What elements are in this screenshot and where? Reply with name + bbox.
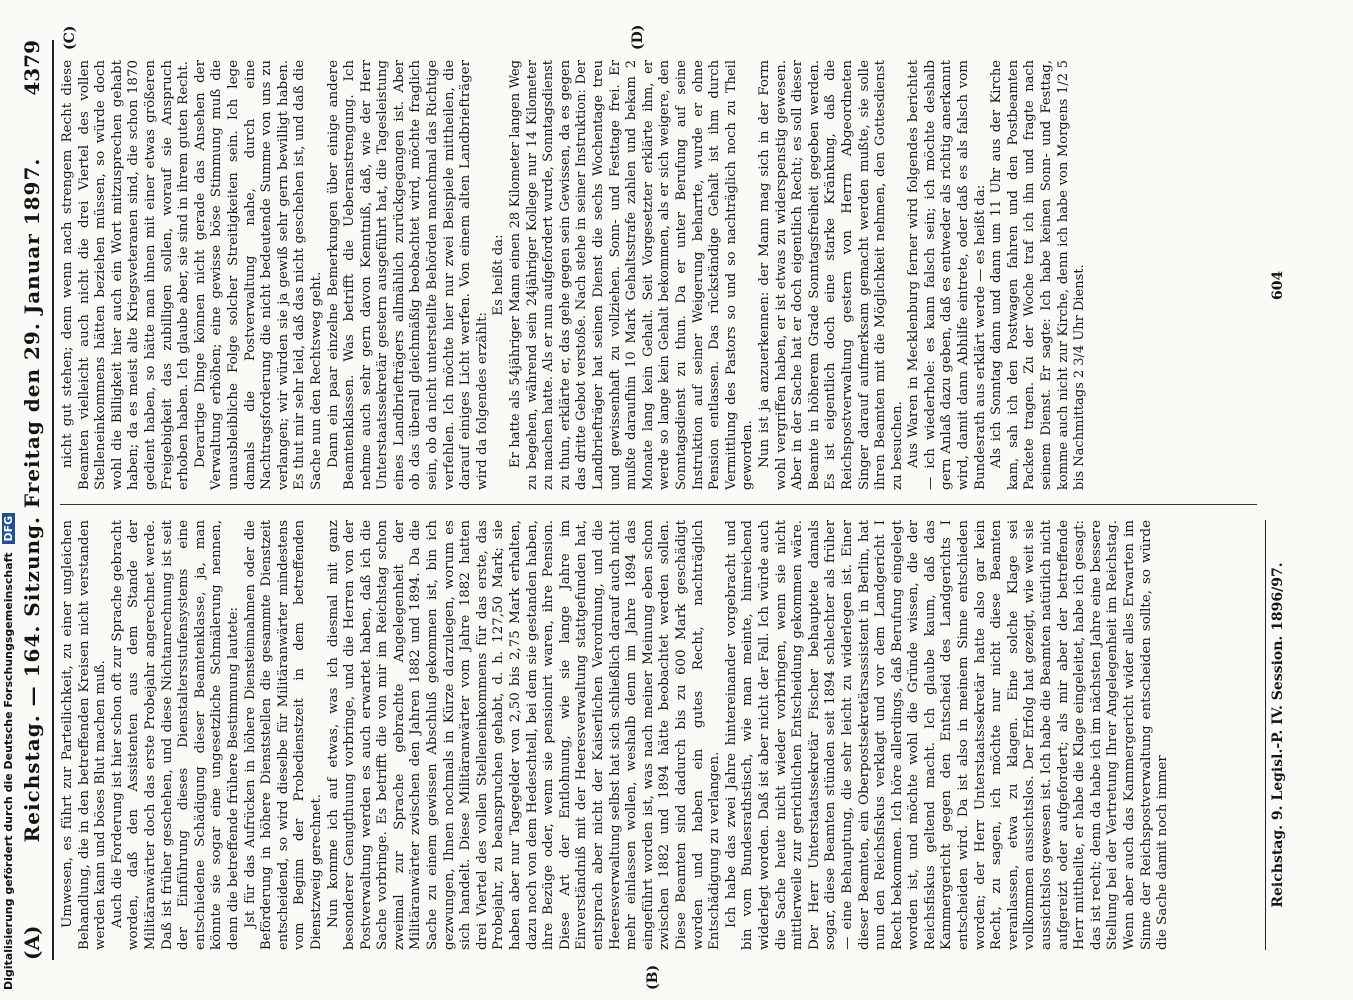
dfg-logo: DFG — [2, 513, 15, 545]
paragraph: Dann ein paar einzelne Bemerkungen über einige andere Beamtenklassen. Was betrifft die Ueberanstrengung. Ich nehme auch sehr gern davon Kenntniß, daß, wie der Herr Unterstaatssekretär gestern ausgeführt hat, die Tagesleistung eines Landbriefträgers allmählich zurückgegangen ist. Aber ob das überall gleichmäßig beobachtet wird, möchte fraglich sein, ob da nicht unterstellte Behörden manchmal das Richtige verfehlen. Ich möchte hier nur zwei Beispiele mittheilen, die darauf einiges Licht werfen. Von einem alten Landbriefträger wird da folgendes erzählt: — [325, 60, 490, 490]
paragraph: nicht gut stehen; denn wenn nach strengem Recht diese Beamten vielleicht auch nicht die drei Viertel des vollen Stelleneinkommens hätten beziehen müssen, so würde doch wohl die Billigkeit hier auch ein Wort mitzusprechen gehabt haben; da es meist alte Kriegsveteranen sind, die schon 1870 gedient haben, so hätte man ihnen mit einer etwas größeren Freigebigkeit das zubilligen sollen, worauf sie Anspruch erhoben haben. Ich glaube aber, sie sind in ihrem guten Recht. — [60, 60, 192, 490]
digitization-credit — [2, 513, 15, 990]
sheet-number: 604 — [1270, 270, 1286, 300]
paragraph: Ich habe das zwei Jahre hintereinander vorgebracht und bin vom Bundesrathstisch, wie man meinte, hinreichend widerlegt worden. Daß ist aber nicht der Fall. Ich würde auch die Sache heute nicht wieder vorbringen, wenn sie nicht mittlerweile zur gerichtlichen Entscheidung gekommen wäre. Der Herr Unterstaatssekretär Fischer behauptete damals sogar, diese Beamten stünden seit 1894 schlechter als früher — eine Behauptung, die sehr leicht zu widerlegen ist. Einer dieser Beamten, ein Oberpostsekretärsassistent in Berlin, hat nun den Reichsfiskus verklagt und vor dem Landgericht I Recht bekommen. Ich höre allerdings, daß Berufung eingelegt worden ist, und möchte wohl die Gründe wissen, die der Reichsfiskus geltend macht. Ich glaube kaum, daß das Kammergericht gegen den Entscheid des Landgerichts I entscheiden wird. Da ist also in meinem Sinne entschieden worden; der Herr Unterstaatssekretär hatte also gar kein Recht, zu sagen, ich möchte nur nicht diese Beamten veranlassen, etwa zu klagen. Eine solche Klage sei vollkommen aussichtslos. Der Erfolg hat gezeigt, wie weit sie aussichtslos gewesen ist. Ich habe die Beamten natürlich nicht aufgereizt oder aufgefordert; als mir aber der betreffende Herr mittheilte, er habe die Klage eingeleitet, habe ich gesagt: das ist recht; denn da habe ich im nächsten Jahre eine bessere Stellung bei der Vertretung Ihrer Angelegenheit im Reichstag. Wenn aber auch das Kammergericht wider alles Erwarten im Sinne der Reichspostverwaltung entscheiden sollte, so würde die Sache damit noch immer — [723, 520, 1171, 950]
quoted-report: Als ich Sonntag dann und dann um 11 Uhr aus der Kirche kam, sah ich den Postwagen fahren und den Postbeamten Packete tragen. Zu der Woche traf ich ihn und fragte nach seinem Dienst. Er sagte: Ich habe keinen Sonn- und Festtag, komme auch nicht zur Kirche, denn ich habe von Morgens 1/2 5 bis Nachmittags 2 3/4 Uhr Dienst. — [989, 60, 1088, 490]
paragraph: Derartige Dinge können nicht gerade das Ansehen der Verwaltung erhöhen; eine gewisse böse Stimmung muß die unausbleibliche Folge solcher Streitigkeiten sein. Ich lege damals die Postverwaltung nahe, durch eine Nachtragsforderung die nicht bedeutende Summe von uns zu verlangen; wir würden sie ja gewiß sehr gern bewilligt haben. Es thut mir sehr leid, daß das nicht geschehen ist, und daß die Sache nun den Rechtsweg geht. — [192, 60, 324, 490]
paragraph: Aus Waren in Mecklenburg ferner wird folgendes berichtet — ich wiederhole: es kann falsch sein; ich möchte deshalb gern Anlaß dazu geben, daß es entweder als richtig anerkannt wird, damit dann Abhilfe eintrete, oder daß es als falsch vom Bundesrath aus erklärt werde — es heißt da: — [906, 60, 988, 490]
margin-marker-d: (D) — [630, 24, 646, 50]
page-number: 4379 — [20, 40, 44, 96]
paragraph: Auch die Forderung ist hier schon oft zur Sprache gebracht worden, daß den Assistenten aus dem Stande der Militäranwärter doch das erste Probejahr angerechnet werde. Daß ist früher geschehen, und diese Nichtanrechnung ist seit der Einführung dieses Dienstaltersstufensystems eine entschiedene Schädigung dieser Beamtenklasse, ja, man könnte sie sogar eine ungesetzliche Schmälerung nennen, denn die betreffende frühere Bestimmung lautete: — [109, 520, 241, 950]
header-marker-a: (A) — [20, 925, 44, 960]
quoted-report: Er hatte als 54jähriger Mann einen 28 Kilometer langen Weg zu begehen, während sein 24jähriger Kollege nur 14 Kilometer zu machen hatte. Als er nun aufgefordert wurde, Sonntagsdienst zu thun, erklärte er, das gehe gegen sein Gewissen, da es gegen das dritte Gebot verstoße. Nach stehe in seiner Instruktion: Der Landbriefträger hat seinen Dienst die sechs Wochentage treu und gewissenhaft zu vollziehen. Sonn- und Festtage frei. Er mußte daraufhin 10 Mark Gehaltsstrafe zahlen und bekam 2 Monate lang kein Gehalt. Seit Vorgesetzter erklärte ihm, er werde so lange kein Gehalt bekommen, als er sich weigere, den Sonntagsdienst zu thun. Da er unter Berufung auf seine Instruktion auf seiner Weigerung beharrte, wurde er ohne Pension entlassen. Das rückständige Gehalt ist ihm durch Vermittlung des Pastors so und so nachträglich noch zu Theil geworden. — [508, 60, 756, 490]
paragraph: Es heißt da: — [491, 234, 507, 316]
margin-marker-c: (C) — [62, 25, 78, 50]
margin-marker-b: (B) — [645, 964, 661, 990]
paragraph: Umwesen, es führt zur Parteilichkeit, zu einer ungleichen Behandlung, die in den betreffenden Kreisen nicht verstanden werden kann und böses Blut machen muß. — [60, 520, 109, 950]
paragraph: Nun komme ich auf etwas, was ich diesmal mit ganz besonderer Genugthuung vorbringe, und die Herren von der Postverwaltung werden es auch erwartet haben, daß ich die Sache vorbringe. Es betrifft die von mir im Reichstag schon zweimal zur Sprache gebrachte Angelegenheit der Militäranwärter zwischen den Jahren 1882 und 1894. Da die Sache zu einem gewissen Abschluß gekommen ist, bin ich gezwungen, Ihnen nochmals in Kürze darzulegen, worum es sich handelt. Diese Militäranwärter vom Jahre 1882 hatten drei Viertel des vollen Stelleneinkommens für das erste, das Probejahr, zu beanspruchen gehabt, d. h. 127,50 Mark; sie haben aber nur Tagegelder von 2,50 bis 2,75 Mark erhalten, dazu noch von dem Hedeschtell, bei dem sie gestanden haben, ihre Bezüge oder, wenn sie pensionirt waren, ihre Pension. Diese Art der Entlohnung, wie sie lange Jahre im Einverständniß mit der Heeresverwaltung stattgefunden hat, entsprach aber nicht der Kaiserlichen Verordnung, und die Heeresverwaltung selbst hat sich schließlich darauf auch nicht mehr einlassen wollen, weshalb denn im Jahre 1894 das eingeführt worden ist, was nach meiner Meinung eben schon zwischen 1882 und 1894 hätte beobachtet werden sollen. Diese Beamten sind dadurch bis zu 600 Mark geschädigt worden und haben ein gutes Recht, nachträglich Entschädigung zu verlangen. — [325, 520, 723, 950]
text-column-right — [60, 60, 1257, 490]
page-header — [12, 40, 54, 960]
credit-text: Digitalisierung gefördert durch die Deutsche Forschungsgemeinschaft — [2, 552, 15, 990]
column-divider — [60, 504, 1257, 505]
text-column-left — [60, 520, 1257, 950]
paragraph: Nun ist ja anzuerkennen: der Mann mag sich in der Form wohl vergriffen haben, er ist etwas zu widerspenstig gewesen. Aber in der Sache hat er doch eigentlich Recht; es soll dieser Beamte in höherem Grade Sonntagsfreiheit gegeben werden. Es ist eigentlich doch eine starke Kränkung, daß die Reichspostverwaltung gestern von Herrn Abgeordneten Singer darauf aufmerksam gemacht werden mußte, sie solle ihren Beamten mit die Möglichkeit nehmen, den Gottesdienst zu besuchen. — [756, 60, 905, 490]
page-footer: Reichstag. 9. Legisl.-P. IV. Session. 1896/97. — [1265, 520, 1286, 950]
page-title: Reichstag. — 164. Sitzung. Freitag den 29. Januar 1897. — [20, 157, 44, 843]
quoted-regulation: Jst für das Aufrücken in höhere Diensteinnahmen oder die Beförderung in höhere Dienststellen die gesammte Dienstzeit entscheidend, so wird dieselbe für Militäranwärter mindestens vom Beginn der Probedienstzeit in dem betreffenden Dienstzweig gerechnet. — [242, 520, 324, 950]
